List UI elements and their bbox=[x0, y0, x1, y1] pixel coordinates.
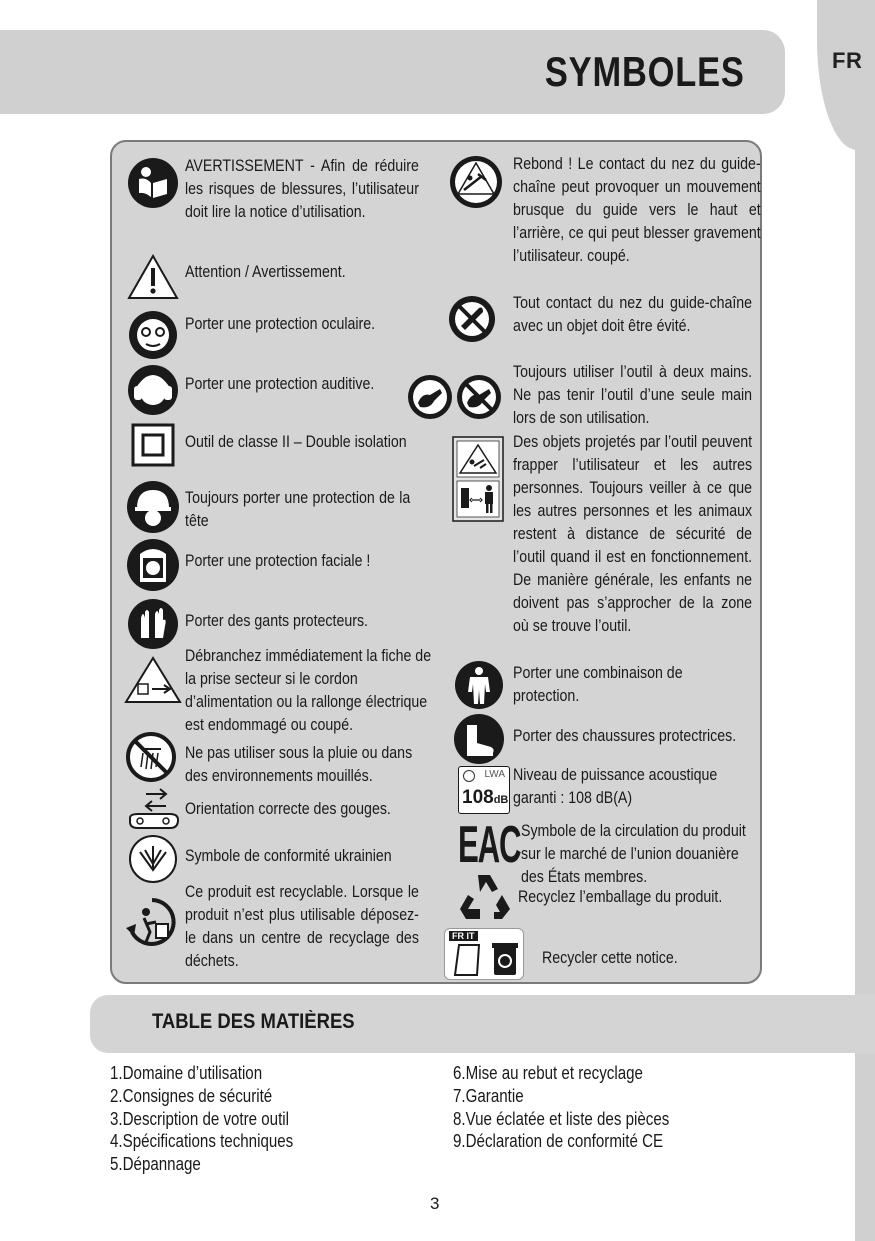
symbol-text-no-tip-contact: Tout contact du nez du guide-chaîne avec un objet doit être évité. bbox=[513, 294, 753, 335]
toc-header-band bbox=[90, 995, 875, 1053]
unplug-icon bbox=[124, 656, 182, 704]
toc-item[interactable]: 3.Description de votre outil bbox=[110, 1108, 290, 1129]
read-manual-icon bbox=[127, 157, 179, 209]
recycle-manual-badge bbox=[444, 928, 524, 980]
toc-item[interactable]: 9.Déclaration de conformité CE bbox=[453, 1131, 664, 1152]
symbol-text-two-hands: Toujours utiliser l’outil à deux mains. Ne pas tenir l’outil d’une seule main lors de son utilisation. bbox=[513, 363, 753, 427]
symbol-text-projected-objects: Des objets projetés par l’outil peuvent frapper l’utilisateur et les autres personnes. Toujours veiller à ce que les autres personnes et les animaux restent à distance de sécurité de l’outil quand il est en fonctionnement. De manière générale, les enfants ne doivent pas s’approcher de la zone où se trouve l’outil. bbox=[513, 433, 753, 635]
page-number: 3 bbox=[430, 1194, 440, 1213]
symbol-text-eye-protection: Porter une protection oculaire. bbox=[185, 315, 376, 333]
symbol-text-recycle-packaging: Recyclez l’emballage du produit. bbox=[518, 888, 723, 906]
toc-column-2 bbox=[453, 1062, 755, 1153]
language-tab bbox=[817, 0, 875, 150]
symbol-text-gloves: Porter des gants protecteurs. bbox=[185, 612, 368, 630]
symbol-text-boots: Porter des chaussures protectrices. bbox=[513, 727, 737, 745]
sound-power-badge bbox=[458, 766, 510, 814]
symbol-text-recyclable: Ce produit est recyclable. Lorsque le produit n’est plus utilisable déposez-le dans un centre de recyclage des déchets. bbox=[185, 883, 419, 970]
symbol-text-read-manual: AVERTISSEMENT - Afin de réduire les risques de blessures, l’utilisateur doit lire la notice d’utilisation. bbox=[185, 157, 419, 221]
symbol-text-face-protection: Porter une protection faciale ! bbox=[185, 552, 371, 570]
kickback-icon bbox=[448, 154, 504, 210]
class-ii-icon bbox=[131, 423, 175, 467]
symbol-text-unplug: Débranchez immédiatement la fiche de la prise secteur si le cordon d’alimentation ou la rallonge électrique est endommagé ou coupé. bbox=[185, 647, 432, 734]
ukraine-conformity-icon bbox=[128, 834, 178, 884]
face-protection-icon bbox=[126, 538, 180, 592]
symbol-text-chain-orientation: Orientation correcte des gouges. bbox=[185, 800, 391, 818]
toc-item[interactable]: 8.Vue éclatée et liste des pièces bbox=[453, 1108, 670, 1129]
symbol-text-class-ii: Outil de classe II – Double isolation bbox=[185, 433, 407, 451]
recyclable-person-icon bbox=[124, 894, 180, 950]
sound-power-badge-value: 108 bbox=[462, 787, 494, 808]
symbol-text-head-protection: Toujours porter une protection de la tête bbox=[185, 489, 411, 530]
manual-page-icon bbox=[453, 943, 483, 977]
symbol-text-eac: Symbole de la circulation du produit sur le marché de l’union douanière des États membres. bbox=[521, 822, 746, 886]
eac-mark-icon: EAC bbox=[458, 816, 521, 874]
projected-objects-icon bbox=[452, 436, 504, 522]
header-band bbox=[0, 30, 785, 114]
symbol-text-coverall: Porter une combinaison de protection. bbox=[513, 664, 683, 705]
symbol-text-recycle-manual: Recycler cette notice. bbox=[542, 949, 678, 967]
toc-title: TABLE DES MATIÈRES bbox=[152, 1010, 355, 1033]
toc-item[interactable]: 2.Consignes de sécurité bbox=[110, 1085, 273, 1106]
symbol-text-warning: Attention / Avertissement. bbox=[185, 263, 346, 281]
toc-item[interactable]: 7.Garantie bbox=[453, 1085, 524, 1106]
gloves-icon bbox=[127, 598, 179, 650]
coverall-icon bbox=[454, 660, 504, 710]
no-tip-contact-icon bbox=[447, 294, 497, 344]
speaker-icon bbox=[463, 770, 475, 782]
page-title: SYMBOLES bbox=[545, 48, 745, 95]
symbol-text-ear-protection: Porter une protection auditive. bbox=[185, 375, 375, 393]
head-protection-icon bbox=[126, 480, 180, 534]
symbol-text-sound-power: Niveau de puissance acoustique garanti : 108 dB(A) bbox=[513, 766, 718, 807]
symbol-text-ukraine-conformity: Symbole de conformité ukrainien bbox=[185, 847, 392, 865]
recycle-packaging-icon bbox=[456, 871, 512, 923]
toc-item[interactable]: 1.Domaine d’utilisation bbox=[110, 1063, 263, 1083]
two-hands-icon-right bbox=[455, 373, 503, 421]
sound-power-badge-label: LWA bbox=[484, 769, 505, 780]
ear-protection-icon bbox=[127, 364, 179, 416]
toc-item[interactable]: 6.Mise au rebut et recyclage bbox=[453, 1063, 643, 1083]
toc-item[interactable]: 5.Dépannage bbox=[110, 1154, 201, 1175]
warning-icon bbox=[127, 254, 179, 300]
recycle-bin-icon bbox=[491, 941, 519, 977]
symbol-text-no-rain: Ne pas utiliser sous la pluie ou dans des environnements mouillés. bbox=[185, 744, 413, 785]
symbol-text-kickback: Rebond ! Le contact du nez du guide-chaîne peut provoquer un mouvement brusque du guide vers le haut et l’arrière, ce qui peut blesser gravement l’utilisateur. coupé. bbox=[513, 155, 761, 265]
boots-icon bbox=[453, 713, 505, 765]
toc-item[interactable]: 4.Spécifications techniques bbox=[110, 1131, 294, 1152]
sound-power-badge-unit: dB bbox=[493, 794, 509, 806]
two-hands-icon-left bbox=[406, 373, 454, 421]
language-tab-edge bbox=[855, 140, 875, 1241]
no-rain-icon bbox=[125, 731, 177, 783]
toc-column-1 bbox=[110, 1062, 396, 1176]
recycle-manual-badge-label: FR IT bbox=[449, 931, 478, 941]
language-label: FR bbox=[832, 48, 863, 73]
sound-power-badge-value-group bbox=[462, 787, 508, 809]
chain-orientation-icon bbox=[126, 786, 182, 832]
eye-protection-icon bbox=[128, 310, 178, 360]
